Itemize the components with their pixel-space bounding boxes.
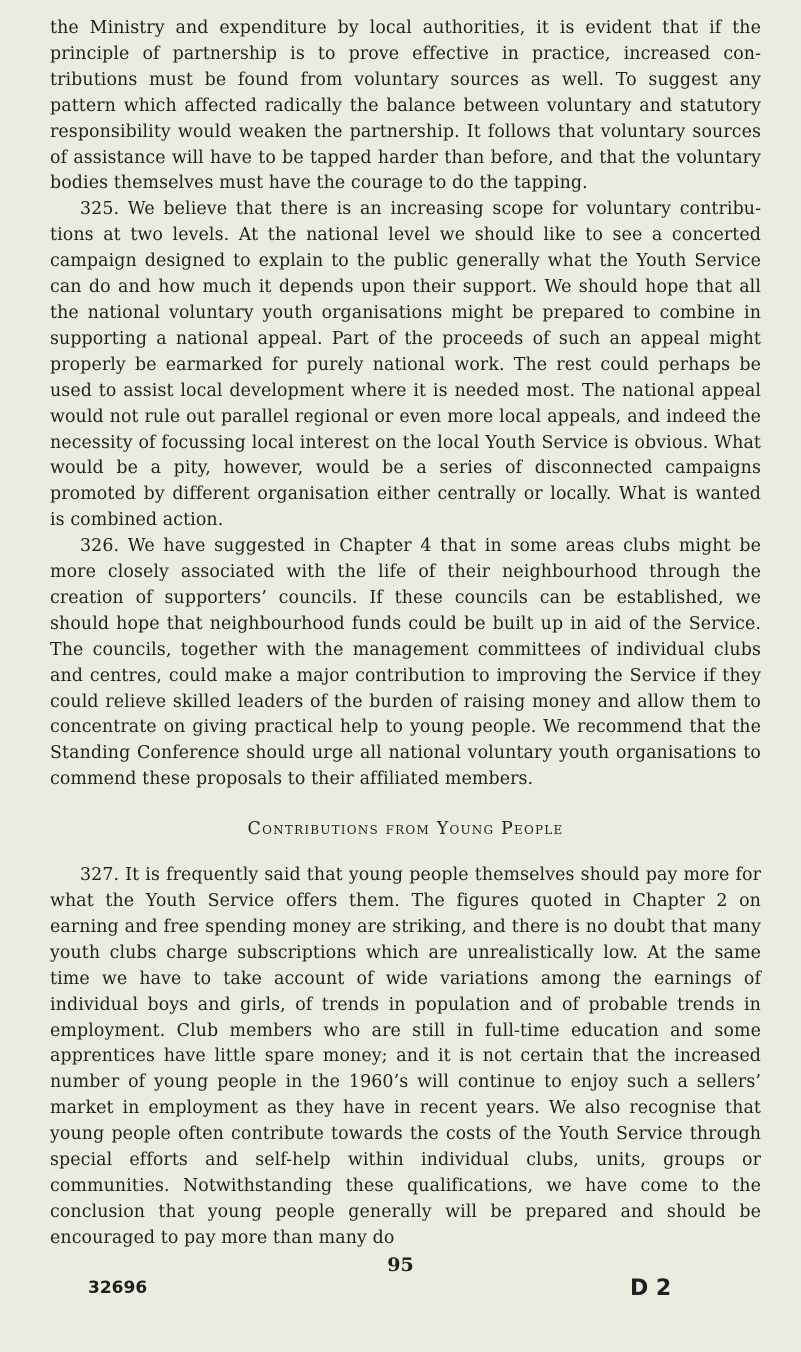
- print-code: 32696: [88, 1278, 148, 1298]
- paragraph-326: 326. We have suggested in Chapter 4 that in some areas clubs might be more closely associated with the life of their neighbourhood through the creation of supporters’ councils. If these councils can be established, we should hope that neighbourhood funds could be built up in aid of the Service. The councils, together with the management committees of individual clubs and centres, could make a major contribution to improving the Service if they could relieve skilled leaders of the burden of raising money and allow them to concentrate on giving practical help to young people. We recommend that the Standing Conference should urge all national voluntary youth organisations to commend these proposals to their affiliated members.: [50, 536, 761, 790]
- paragraph-325: 325. We believe that there is an increasing scope for voluntary contributions at two levels. At the national level we should like to see a concerted campaign designed to explain to the public generally what the Youth Service can do and how much it depends upon their support. We should hope that all the national voluntary youth organisations might be prepared to combine in supporting a national appeal. Part of the proceeds of such an appeal might properly be earmarked for purely national work. The rest could perhaps be used to assist local development where it is needed most. The national appeal would not rule out parallel regional or even more local appeals, and indeed the necessity of focussing local interest on the local Youth Service is obvious. What would be a pity, however, would be a series of disconnected campaigns promoted by different organisation either centrally or locally. What is wanted is combined action.: [50, 199, 761, 531]
- page-number: 95: [387, 1254, 414, 1276]
- body-text: [50, 16, 761, 1252]
- paragraph-327: 327. It is frequently said that young people themselves should pay more for what the Youth Service offers them. The figures quoted in Chapter 2 on earning and free spending money are striking, and there is no doubt that many youth clubs charge subscriptions which are unrealistically low. At the same time we have to take account of wide variations among the earnings of individual boys and girls, of trends in population and of probable trends in employment. Club members who are still in full-time education and some apprentices have little spare money; and it is not certain that the increased number of young people in the 1960’s will continue to enjoy such a sellers’ market in employment as they have in recent years. We also recognise that young people often contribute towards the costs of the Youth Service through special efforts and self-help within individual clubs, units, groups or communities. Notwithstanding these qualifications, we have come to the conclusion that young people generally will be prepared and should be encouraged to pay more than many do: [50, 865, 761, 1248]
- signature-mark: D 2: [630, 1276, 672, 1301]
- paragraph-continued: the Ministry and expenditure by local authorities, it is evident that if the principle of partnership is to prove effective in practice, increased contributions must be found from voluntary sources as well. To suggest any pattern which affected radically the balance between voluntary and statutory responsibility would weaken the partnership. It follows that voluntary sources of assistance will have to be tapped harder than before, and that the voluntary bodies themselves must have the courage to do the tapping.: [50, 18, 761, 194]
- section-heading: Contributions from Young People: [247, 819, 564, 840]
